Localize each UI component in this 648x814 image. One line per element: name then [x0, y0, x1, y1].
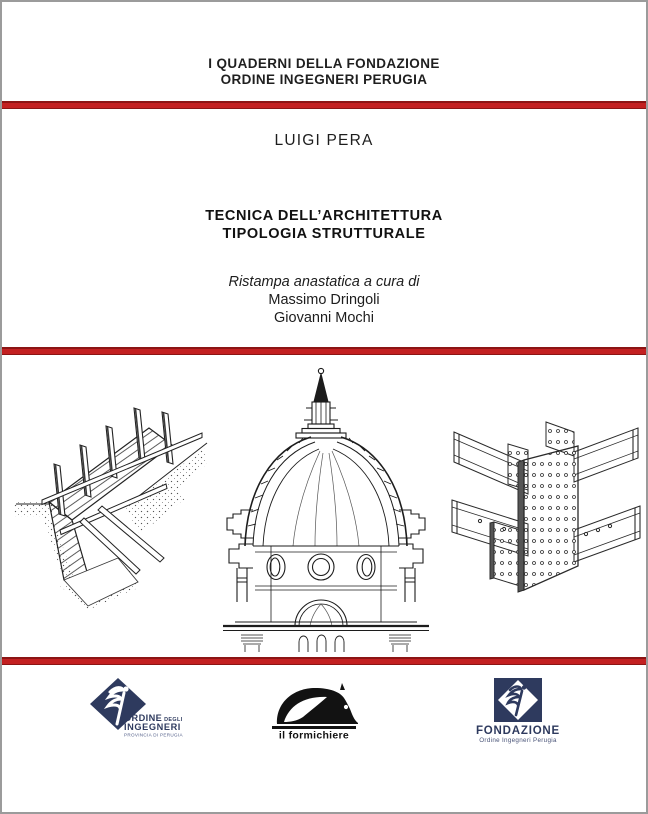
- title-line-1: TECNICA DELL’ARCHITETTURA: [205, 208, 443, 224]
- buttress-consoles-right: [399, 510, 425, 602]
- beam-upper-right: [574, 428, 638, 482]
- ordine-logo-line1: ORDINE DEGLI: [124, 713, 183, 723]
- lantern: [296, 368, 346, 438]
- red-rule-middle: [2, 347, 646, 355]
- ordine-ingegneri-logo: [90, 678, 202, 742]
- steel-joint-illustration: [450, 404, 642, 594]
- dome-shells: [245, 437, 407, 546]
- author-name: LUIGI PERA: [274, 132, 374, 149]
- editor-1: Massimo Dringoli: [268, 292, 380, 308]
- series-line-2: ORDINE INGEGNERI PERUGIA: [220, 72, 428, 87]
- entablature: [223, 622, 429, 631]
- il-formichiere-logo: [270, 680, 360, 742]
- edition-note: Ristampa anastatica a cura di: [228, 274, 420, 290]
- ordine-logo-line3: PROVINCIA DI PERUGIA: [124, 732, 183, 738]
- dome-section-illustration: [215, 364, 437, 652]
- title-line-2: TIPOLOGIA STRUTTURALE: [222, 226, 426, 242]
- column-plate-small: [490, 522, 520, 586]
- red-rule-top: [2, 101, 646, 109]
- beam-lower-right: [574, 506, 640, 562]
- ei-square-icon: [494, 678, 542, 722]
- fondazione-logo: [460, 678, 578, 744]
- book-title: [2, 207, 646, 243]
- editor-2: Giovanni Mochi: [274, 310, 374, 326]
- series-title: [2, 56, 646, 88]
- anteater-icon: [272, 683, 358, 729]
- fondazione-logo-line2: Ordine Ingegneri Perugia: [479, 737, 557, 744]
- gusset-plate-main: [518, 446, 578, 592]
- trench-shoring-illustration: [14, 390, 209, 622]
- red-rule-bottom: [2, 657, 646, 665]
- dome-meridians: [293, 451, 359, 546]
- ordine-logo-line2: INGEGNERI: [124, 722, 181, 732]
- series-line-1: I QUADERNI DELLA FONDAZIONE: [208, 56, 440, 71]
- fondazione-logo-line1: FONDAZIONE: [475, 725, 561, 737]
- edition-block: [2, 273, 646, 327]
- lower-windows: [299, 635, 344, 652]
- buttress-consoles-left: [227, 510, 253, 602]
- publisher-name: il formichiere: [278, 729, 350, 742]
